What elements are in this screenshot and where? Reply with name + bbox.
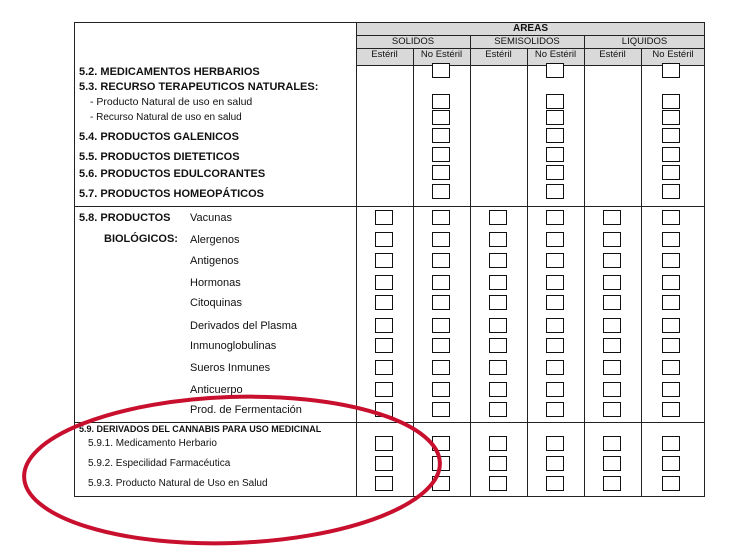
section-5-8-label-2: BIOLÓGICOS:: [104, 233, 178, 245]
bio-item-inmunoglobulinas: Inmunoglobulinas: [190, 340, 277, 352]
bio-item-hormonas: Hormonas: [190, 277, 241, 289]
group-semisolidos: SEMISOLIDOS: [494, 36, 560, 47]
section-5-7-label: 5.7. PRODUCTOS HOMEOPÁTICOS: [79, 188, 264, 200]
section-5-2-label: 5.2. MEDICAMENTOS HERBARIOS: [79, 66, 260, 78]
bio-item-anticuerpo: Anticuerpo: [190, 384, 243, 396]
cannabis-item: 5.9.1. Medicamento Herbario: [88, 438, 217, 449]
section-5-4-label: 5.4. PRODUCTOS GALENICOS: [79, 131, 239, 143]
bio-item-alergenos: Alergenos: [190, 234, 240, 246]
bio-item-vacunas: Vacunas: [190, 212, 232, 224]
section-5-3-item: - Recurso Natural de uso en salud: [90, 112, 242, 123]
col-label-2: No Estéril: [420, 49, 463, 60]
areas-label: AREAS: [512, 23, 548, 34]
section-5-9-label: 5.9. DERIVADOS DEL CANNABIS PARA USO MEDICINAL: [79, 424, 322, 434]
bio-item-citoquinas: Citoquinas: [190, 297, 242, 309]
section-5-3-item: - Producto Natural de uso en salud: [90, 96, 253, 108]
cannabis-item: 5.9.3. Producto Natural de Uso en Salud: [88, 478, 268, 489]
col-label-4: No Estéril: [534, 49, 577, 60]
col-label-5: Estéril: [599, 49, 626, 60]
section-5-3-label: 5.3. RECURSO TERAPEUTICOS NATURALES:: [79, 81, 319, 93]
cannabis-item: 5.9.2. Especilidad Farmacéutica: [88, 458, 231, 469]
col-label-6: No Estéril: [652, 49, 694, 60]
bio-item-antigenos: Antigenos: [190, 255, 239, 267]
section-5-5-label: 5.5. PRODUCTOS DIETETICOS: [79, 151, 240, 163]
section-5-6-label: 5.6. PRODUCTOS EDULCORANTES: [79, 168, 266, 180]
col-label-3: Estéril: [485, 49, 512, 60]
col-label-1: Estéril: [371, 49, 398, 60]
group-liquidos: LIQUIDOS: [621, 36, 668, 47]
section-5-8-label: 5.8. PRODUCTOS: [79, 212, 171, 224]
group-solidos: SOLIDOS: [391, 36, 435, 47]
bio-item-prod-fermentacion: Prod. de Fermentación: [190, 404, 302, 416]
bio-item-derivados-plasma: Derivados del Plasma: [190, 320, 297, 332]
bio-item-sueros-inmunes: Sueros Inmunes: [190, 362, 271, 374]
